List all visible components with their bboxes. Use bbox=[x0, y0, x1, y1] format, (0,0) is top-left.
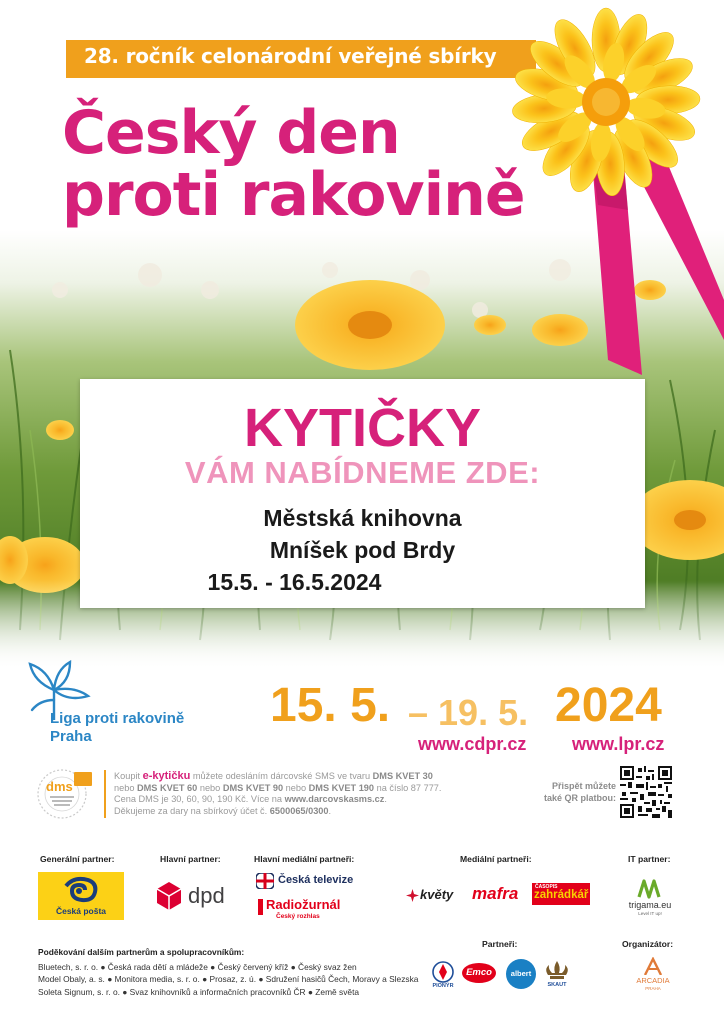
dms-ekyticka: e-kytičku bbox=[142, 770, 191, 782]
dms-divider bbox=[104, 770, 106, 818]
organizer-logo-line-1: Liga proti rakovině bbox=[50, 710, 185, 727]
pionyr-text: PIONÝR bbox=[432, 983, 454, 989]
dms-site-link[interactable]: www.darcovskasms.cz bbox=[284, 794, 385, 804]
mafra-logo: mafra bbox=[472, 884, 519, 903]
dms-text-3: nebo bbox=[199, 782, 221, 793]
dpd-text: dpd bbox=[188, 883, 225, 908]
dms-keyword-190: DMS KVET 190 bbox=[308, 782, 375, 793]
kvety-text: květy bbox=[420, 887, 454, 902]
albert-logo bbox=[506, 959, 536, 989]
arcadia-logo bbox=[628, 957, 678, 995]
sales-location-card bbox=[80, 379, 645, 608]
dms-text-2: nebo bbox=[114, 782, 135, 793]
qr-code-icon[interactable] bbox=[620, 766, 672, 818]
label-main-partner: Hlavní partner: bbox=[160, 854, 221, 864]
card-location-line-1: Městská knihovna bbox=[263, 505, 462, 531]
thanks-heading: Poděkování dalším partnerům a spolupracovníkům: bbox=[38, 947, 245, 957]
thanks-line-3: Soleta Signum, s. r. o. ● Svaz knihovníků a informačních pracovníků ČR ● Země světa bbox=[38, 986, 360, 997]
dms-text-7: Děkujeme za dary na sbírkový účet č. bbox=[114, 805, 268, 816]
arcadia-subtext: PRAHA bbox=[645, 986, 661, 991]
radiozurnal-logo bbox=[258, 897, 368, 927]
dms-account-number: 6500065/0300 bbox=[269, 805, 329, 816]
thanks-section bbox=[38, 946, 438, 998]
albert-text: albert bbox=[510, 969, 532, 978]
url-cdpr-link[interactable]: www.cdpr.cz bbox=[418, 734, 527, 754]
dms-logo-text: dms bbox=[46, 779, 73, 794]
trigama-text: trigama.eu bbox=[628, 900, 672, 910]
cesky-rozhlas-text: Český rozhlas bbox=[276, 913, 320, 920]
campaign-year: 2024 bbox=[555, 679, 662, 732]
card-dates: 15.5. - 16.5.2024 bbox=[207, 569, 382, 595]
thanks-line-1: Bluetech, s. r. o. ● Česká rada dětí a mládeže ● Český červený kříž ● Český svaz žen bbox=[38, 962, 357, 973]
card-headline: KYTIČKY bbox=[243, 398, 481, 458]
emco-logo bbox=[462, 963, 496, 983]
kvety-star-icon bbox=[406, 889, 419, 902]
organizer-logo-text bbox=[50, 710, 240, 746]
dms-text-1: můžete odesláním dárcovské SMS ve tvaru bbox=[192, 771, 371, 781]
lily-icon bbox=[542, 959, 572, 981]
url-lpr-link[interactable]: www.lpr.cz bbox=[572, 734, 665, 754]
ceska-televize-text: Česká televize bbox=[278, 874, 354, 886]
dms-keyword-30: DMS KVET 30 bbox=[372, 771, 433, 781]
dms-instructions: Koupit e-kytičku můžete odesláním dárcovské SMS ve tvaru DMS KVET 30 nebo DMS KVET 60 nebo DMS KVET 90 nebo DMS KVET 190 na číslo 87 777. Cena DMS je 30, 60, 90, 190 Kč. Více na www.darcovskasms.cz. Děkujeme za dary na sbírkový účet č. 6500065/0300. bbox=[114, 770, 442, 816]
kvety-logo bbox=[406, 887, 464, 903]
trigama-logo bbox=[620, 877, 680, 921]
dms-keyword-60: DMS KVET 60 bbox=[137, 782, 198, 793]
zahradkar-text: zahrádkář bbox=[534, 889, 589, 901]
dms-text-4: nebo bbox=[285, 782, 307, 793]
zahradkar-small-text: ČASOPIS bbox=[535, 884, 558, 890]
edition-banner-text: 28. ročník celonárodní veřejné sbírky bbox=[84, 44, 497, 68]
dms-text-6: Cena DMS je 30, 60, 90, 190 Kč. Více na bbox=[114, 794, 283, 804]
qr-caption: Přispět můžete také QR platbou: bbox=[543, 781, 616, 803]
emco-text: Emco bbox=[466, 967, 492, 978]
radiozurnal-text: Radiožurnál bbox=[266, 897, 341, 912]
partners-section bbox=[0, 843, 724, 1024]
horn-icon bbox=[64, 876, 98, 904]
thanks-line-2: Model Obaly, a. s. ● Monitora media, s. r. o. ● Prosaz, z. ú. ● Sdružení hasičů Čech, Moravy a Slezska bbox=[38, 974, 419, 985]
label-general-partner: Generální partner: bbox=[40, 854, 115, 864]
radiozurnal-bar bbox=[258, 899, 263, 915]
dms-keyword-90: DMS KVET 90 bbox=[222, 782, 284, 793]
label-media-partners: Mediální partneři: bbox=[460, 854, 532, 864]
label-main-media-partners: Hlavní mediální partneři: bbox=[254, 854, 355, 864]
dpd-logo bbox=[156, 881, 230, 913]
arcadia-icon bbox=[643, 957, 663, 975]
page-title-line-2: proti rakovině bbox=[62, 160, 525, 230]
label-organizer: Organizátor: bbox=[622, 939, 674, 949]
campaign-date-main: 15. 5. bbox=[270, 679, 391, 732]
card-subheadline: VÁM NABÍDNEME ZDE: bbox=[184, 455, 541, 490]
zahradkar-logo bbox=[532, 883, 590, 905]
skaut-logo bbox=[542, 959, 572, 991]
ceska-posta-text: Česká pošta bbox=[55, 906, 107, 916]
skaut-text: SKAUT bbox=[547, 982, 567, 988]
dms-text-5: na číslo 87 777. bbox=[376, 782, 442, 793]
ceska-posta-logo bbox=[38, 872, 124, 920]
campaign-date-range: – 19. 5. bbox=[408, 692, 529, 733]
trigama-tagline: Level IT up! bbox=[638, 911, 662, 916]
ceska-televize-logo bbox=[256, 872, 366, 892]
page-title-line-1: Český den bbox=[62, 98, 400, 168]
dms-logo-icon bbox=[34, 766, 100, 822]
dpd-cube-icon bbox=[156, 881, 182, 911]
trigama-icon bbox=[636, 877, 662, 899]
label-it-partner: IT partner: bbox=[628, 854, 671, 864]
flower-ribbon-logo-icon bbox=[500, 0, 724, 380]
organizer-logo-line-2: Praha bbox=[50, 728, 92, 745]
card-location-line-2: Mníšek pod Brdy bbox=[269, 537, 456, 563]
ct-icon bbox=[256, 873, 274, 889]
label-partners: Partneři: bbox=[482, 939, 518, 949]
arcadia-text: ARCADIA bbox=[636, 976, 670, 985]
dms-intro: Koupit bbox=[114, 771, 141, 781]
